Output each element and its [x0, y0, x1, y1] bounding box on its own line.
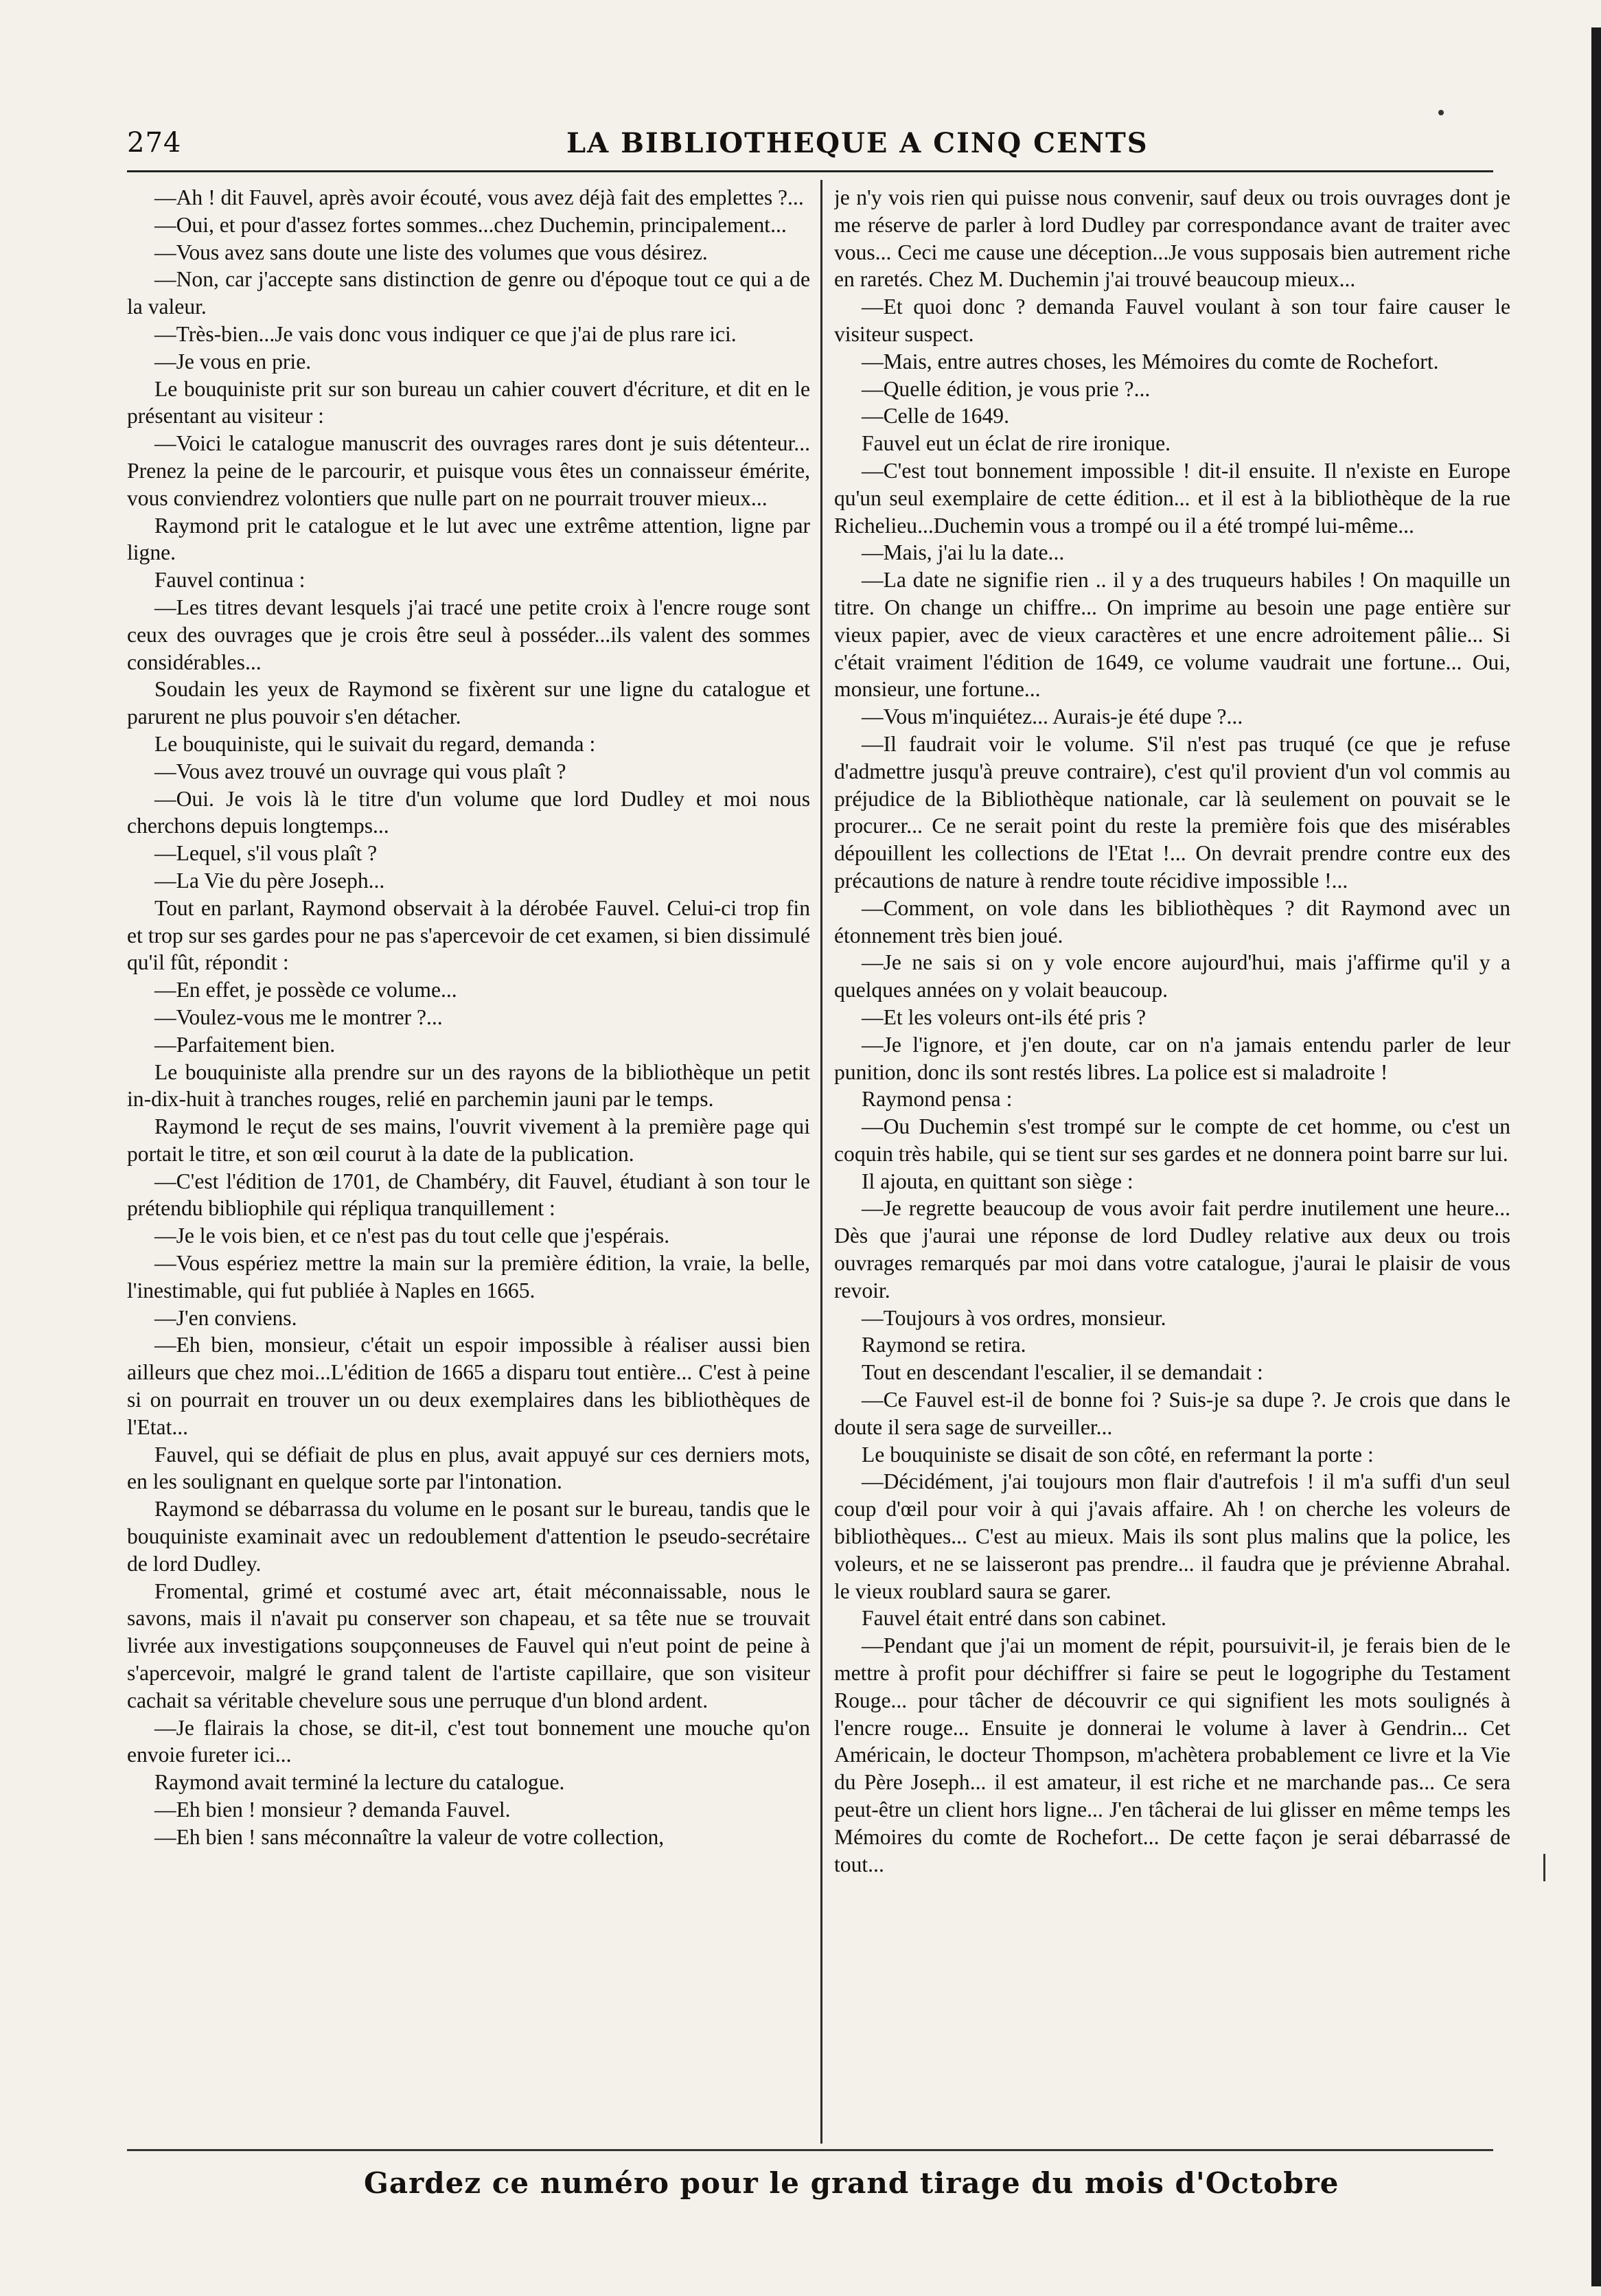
- footer-notice: Gardez ce numéro pour le grand tirage du mois d'Octobre: [364, 2166, 1339, 2200]
- paragraph: Fauvel eut un éclat de rire ironique.: [862, 431, 1171, 456]
- paragraph: —Mais, entre autres choses, les Mémoires du comte de Rochefort.: [862, 349, 1439, 374]
- paragraph: —Ah ! dit Fauvel, après avoir écouté, vous avez déjà fait des emplettes ?...: [154, 185, 804, 209]
- paragraph: je n'y vois rien qui puisse nous convenir, sauf deux ou trois ouvrages dont je me réserve de parler à lord Dudley par correspondance avant de traiter avec vous... Ceci me cause une déception...Je vous supposais bien autrement riche en raretés. Chez M. Duchemin j'ai trouvé beaucoup mieux...: [834, 185, 1510, 292]
- paragraph: —En effet, je possède ce volume...: [154, 978, 457, 1002]
- paragraph: —Très-bien...Je vais donc vous indiquer ce que j'ai de plus rare ici.: [154, 321, 737, 346]
- paragraph: Le bouquiniste prit sur son bureau un cahier couvert d'écriture, et dit en le présentant au visiteur :: [127, 376, 810, 428]
- paragraph: Fromental, grimé et costumé avec art, était méconnaissable, nous le savons, mais il n'avait pu conserver son chapeau, et sa tête nue se trouvait livrée aux investigations soupçonneuses de Fauvel qui n'eut point de peine à s'apercevoir, malgré le grand talent de l'artiste capillaire, que son visiteur cachait sa véritable chevelure sous une perruque d'un blond ardent.: [127, 1578, 810, 1712]
- paragraph: Fauvel continua :: [154, 568, 306, 593]
- footer-rule: [127, 2149, 1493, 2151]
- paragraph: —Eh bien ! sans méconnaître la valeur de votre collection,: [154, 1824, 665, 1849]
- paragraph: —Oui. Je vois là le titre d'un volume que lord Dudley et moi nous cherchons depuis longtemps...: [127, 786, 810, 838]
- paragraph: —Vous espériez mettre la main sur la première édition, la vraie, la belle, l'inestimable, qui fut publiée à Naples en 1665.: [127, 1251, 810, 1302]
- paragraph: —Décidément, j'ai toujours mon flair d'autrefois ! il m'a suffi d'un seul coup d'œil pour voir à qui j'avais affaire. Ah ! on cherche les voleurs de bibliothèques... C'est au mieux. Mais ils sont plus malins que la police, les voleurs, et ne se laisseront pas prendre... il faudra que je prévienne Abrahal. le vieux roublard saura se garer.: [834, 1469, 1510, 1603]
- paragraph: —Lequel, s'il vous plaît ?: [154, 841, 378, 866]
- paragraph: Fauvel, qui se défiait de plus en plus, avait appuyé sur ces derniers mots, en les soulignant en quelque sorte par l'intonation.: [127, 1442, 810, 1494]
- paragraph: —J'en conviens.: [154, 1305, 297, 1330]
- paragraph: —Ou Duchemin s'est trompé sur le compte de cet homme, ou c'est un coquin très habile, qui se tient sur ses gardes et ne donnera point barre sur lui.: [834, 1114, 1510, 1166]
- paragraph: —Comment, on vole dans les bibliothèques ? dit Raymond avec un étonnement très bien joué.: [834, 895, 1510, 948]
- paragraph: —Je le vois bien, et ce n'est pas du tout celle que j'espérais.: [154, 1224, 670, 1248]
- paragraph: —Quelle édition, je vous prie ?...: [862, 376, 1151, 401]
- paragraph: Le bouquiniste, qui le suivait du regard, demanda :: [154, 731, 596, 756]
- page-number: 274: [127, 127, 182, 159]
- paragraph: Raymond se retira.: [862, 1333, 1026, 1357]
- paragraph: —La Vie du père Joseph...: [154, 868, 385, 893]
- paragraph: —Parfaitement bien.: [154, 1032, 336, 1057]
- paragraph: —Toujours à vos ordres, monsieur.: [862, 1305, 1166, 1330]
- paragraph: —Eh bien ! monsieur ? demanda Fauvel.: [154, 1798, 511, 1822]
- paragraph: Fauvel était entré dans son cabinet.: [862, 1606, 1166, 1631]
- paragraph: —Je vous en prie.: [154, 349, 312, 374]
- binding-edge: [1591, 27, 1601, 2286]
- paragraph: Raymond le reçut de ses mains, l'ouvrit vivement à la première page qui portait le titre, et son œil courut à la date de la publication.: [127, 1114, 810, 1166]
- paragraph: —Oui, et pour d'assez fortes sommes...chez Duchemin, principalement...: [154, 212, 787, 237]
- paragraph: —Je flairais la chose, se dit-il, c'est tout bonnement une mouche qu'on envoie fureter ici...: [127, 1715, 810, 1767]
- paragraph: —Vous avez trouvé un ouvrage qui vous plaît ?: [154, 759, 566, 783]
- paragraph: —Je regrette beaucoup de vous avoir fait perdre inutilement une heure... Dès que j'aurai une réponse de lord Dudley relative aux deux ou trois ouvrages remarqués par moi dans votre catalogue, j'aurai le plaisir de vous revoir.: [834, 1196, 1510, 1302]
- paragraph: Le bouquiniste alla prendre sur un des rayons de la bibliothèque un petit in-dix-huit à tranches rouges, relié en parchemin jauni par le temps.: [127, 1059, 810, 1112]
- paragraph: —Mais, j'ai lu la date...: [862, 540, 1065, 565]
- paragraph: —Eh bien, monsieur, c'était un espoir impossible à réaliser aussi bien ailleurs que chez moi...L'édition de 1665 a disparu tout entière... C'est à peine si on pourrait en trouver un ou deux exemplaires dans les bibliothèques de l'Etat...: [127, 1333, 810, 1439]
- paragraph: Le bouquiniste se disait de son côté, en refermant la porte :: [862, 1442, 1374, 1467]
- paragraph: Soudain les yeux de Raymond se fixèrent sur une ligne du catalogue et parurent ne plus pouvoir s'en détacher.: [127, 677, 810, 729]
- paragraph: —C'est l'édition de 1701, de Chambéry, dit Fauvel, étudiant à son tour le prétendu bibliophile qui répliqua tranquillement :: [127, 1169, 810, 1221]
- paragraph: —Vous avez sans doute une liste des volumes que vous désirez.: [154, 240, 708, 264]
- paragraph: Tout en parlant, Raymond observait à la dérobée Fauvel. Celui-ci trop fin et trop sur ses gardes pour ne pas s'apercevoir de cet examen, si bien dissimulé qu'il fût, répondit :: [127, 895, 810, 975]
- paragraph: Il ajouta, en quittant son siège :: [862, 1169, 1133, 1193]
- paragraph: Raymond prit le catalogue et le lut avec une extrême attention, ligne par ligne.: [127, 513, 810, 565]
- ink-dot: [1438, 110, 1444, 115]
- paragraph: —Et les voleurs ont-ils été pris ?: [862, 1004, 1147, 1029]
- paragraph: —La date ne signifie rien .. il y a des truqueurs habiles ! On maquille un titre. On change un chiffre... On imprime au besoin une page entière sur vieux papier, avec de vieux caractères et une encre adroitement pâlie... Si c'était vraiment l'édition de 1649, ce volume vaudrait une fortune... Oui, monsieur, une fortune...: [834, 568, 1510, 702]
- paragraph: —C'est tout bonnement impossible ! dit-il ensuite. Il n'existe en Europe qu'un seul exemplaire de cette édition... et il est à la bibliothèque de la rue Richelieu...Duchemin vous a trompé ou il a été trompé lui-même...: [834, 458, 1510, 538]
- paragraph: Raymond pensa :: [862, 1087, 1013, 1112]
- running-title: LA BIBLIOTHEQUE A CINQ CENTS: [566, 127, 1149, 159]
- paragraph: —Je ne sais si on y vole encore aujourd'hui, mais j'affirme qu'il y a quelques années on y volait beaucoup.: [834, 950, 1510, 1002]
- paragraph: Raymond se débarrassa du volume en le posant sur le bureau, tandis que le bouquiniste examinait avec un redoublement d'attention le pseudo-secrétaire de lord Dudley.: [127, 1497, 810, 1576]
- column-divider: [820, 180, 822, 2144]
- left-column: [127, 184, 810, 2134]
- paragraph: —Celle de 1649.: [862, 404, 1009, 428]
- right-column: [834, 184, 1510, 2134]
- paragraph: —Non, car j'accepte sans distinction de genre ou d'époque tout ce qui a de la valeur.: [127, 267, 810, 319]
- paragraph: —Voici le catalogue manuscrit des ouvrages rares dont je suis détenteur... Prenez la peine de le parcourir, et puisque vous êtes un connaisseur émérite, vous conviendrez volontiers que nulle part on ne pourrait trouver mieux...: [127, 431, 810, 510]
- paragraph: —Ce Fauvel est-il de bonne foi ? Suis-je sa dupe ?. Je crois que dans le doute il sera sage de surveiller...: [834, 1388, 1510, 1439]
- paragraph: Tout en descendant l'escalier, il se demandait :: [862, 1360, 1263, 1385]
- ink-mark: [1543, 1854, 1545, 1881]
- page-header: [127, 127, 1493, 168]
- paragraph: —Je l'ignore, et j'en doute, car on n'a jamais entendu parler de leur punition, donc ils sont restés libres. La police est si maladroite !: [834, 1032, 1510, 1084]
- paragraph: —Les titres devant lesquels j'ai tracé une petite croix à l'encre rouge sont ceux des ouvrages que je crois être seul à posséder...ils valent des sommes considérables...: [127, 595, 810, 674]
- paragraph: —Pendant que j'ai un moment de répit, poursuivit-il, je ferais bien de le mettre à profit pour déchiffrer si faire se peut le logogriphe du Testament Rouge... pour tâcher de découvrir ce qui signifient les mots soulignés à l'encre rouge... Ensuite je donnerai le volume à laver à Gendrin... Cet Américain, le docteur Thompson, m'achètera probablement ce livre et la Vie du Père Joseph... il est amateur, il est riche et ne marchande pas... Ce sera peut-être un client hors ligne... J'en tâcherai de lui glisser en même temps les Mémoires du comte de Rochefort... De cette façon je serai débarrassé de tout...: [834, 1633, 1510, 1876]
- paragraph: Raymond avait terminé la lecture du catalogue.: [154, 1770, 565, 1795]
- paragraph: —Voulez-vous me le montrer ?...: [154, 1004, 443, 1029]
- paragraph: —Vous m'inquiétez... Aurais-je été dupe ?...: [862, 704, 1243, 729]
- header-rule: [127, 170, 1493, 172]
- paragraph: —Il faudrait voir le volume. S'il n'est pas truqué (ce que je refuse d'admettre jusqu'à preuve contraire), c'est qu'il provient d'un vol commis au préjudice de la Bibliothèque nationale, car là seulement on pouvait se le procurer... Ce ne serait point du reste la première fois que des misérables dépouillent les collections de l'Etat !... On devrait prendre contre eux des précautions de nature à rendre toute récidive impossible !...: [834, 731, 1510, 893]
- paragraph: —Et quoi donc ? demanda Fauvel voulant à son tour faire causer le visiteur suspect.: [834, 295, 1510, 346]
